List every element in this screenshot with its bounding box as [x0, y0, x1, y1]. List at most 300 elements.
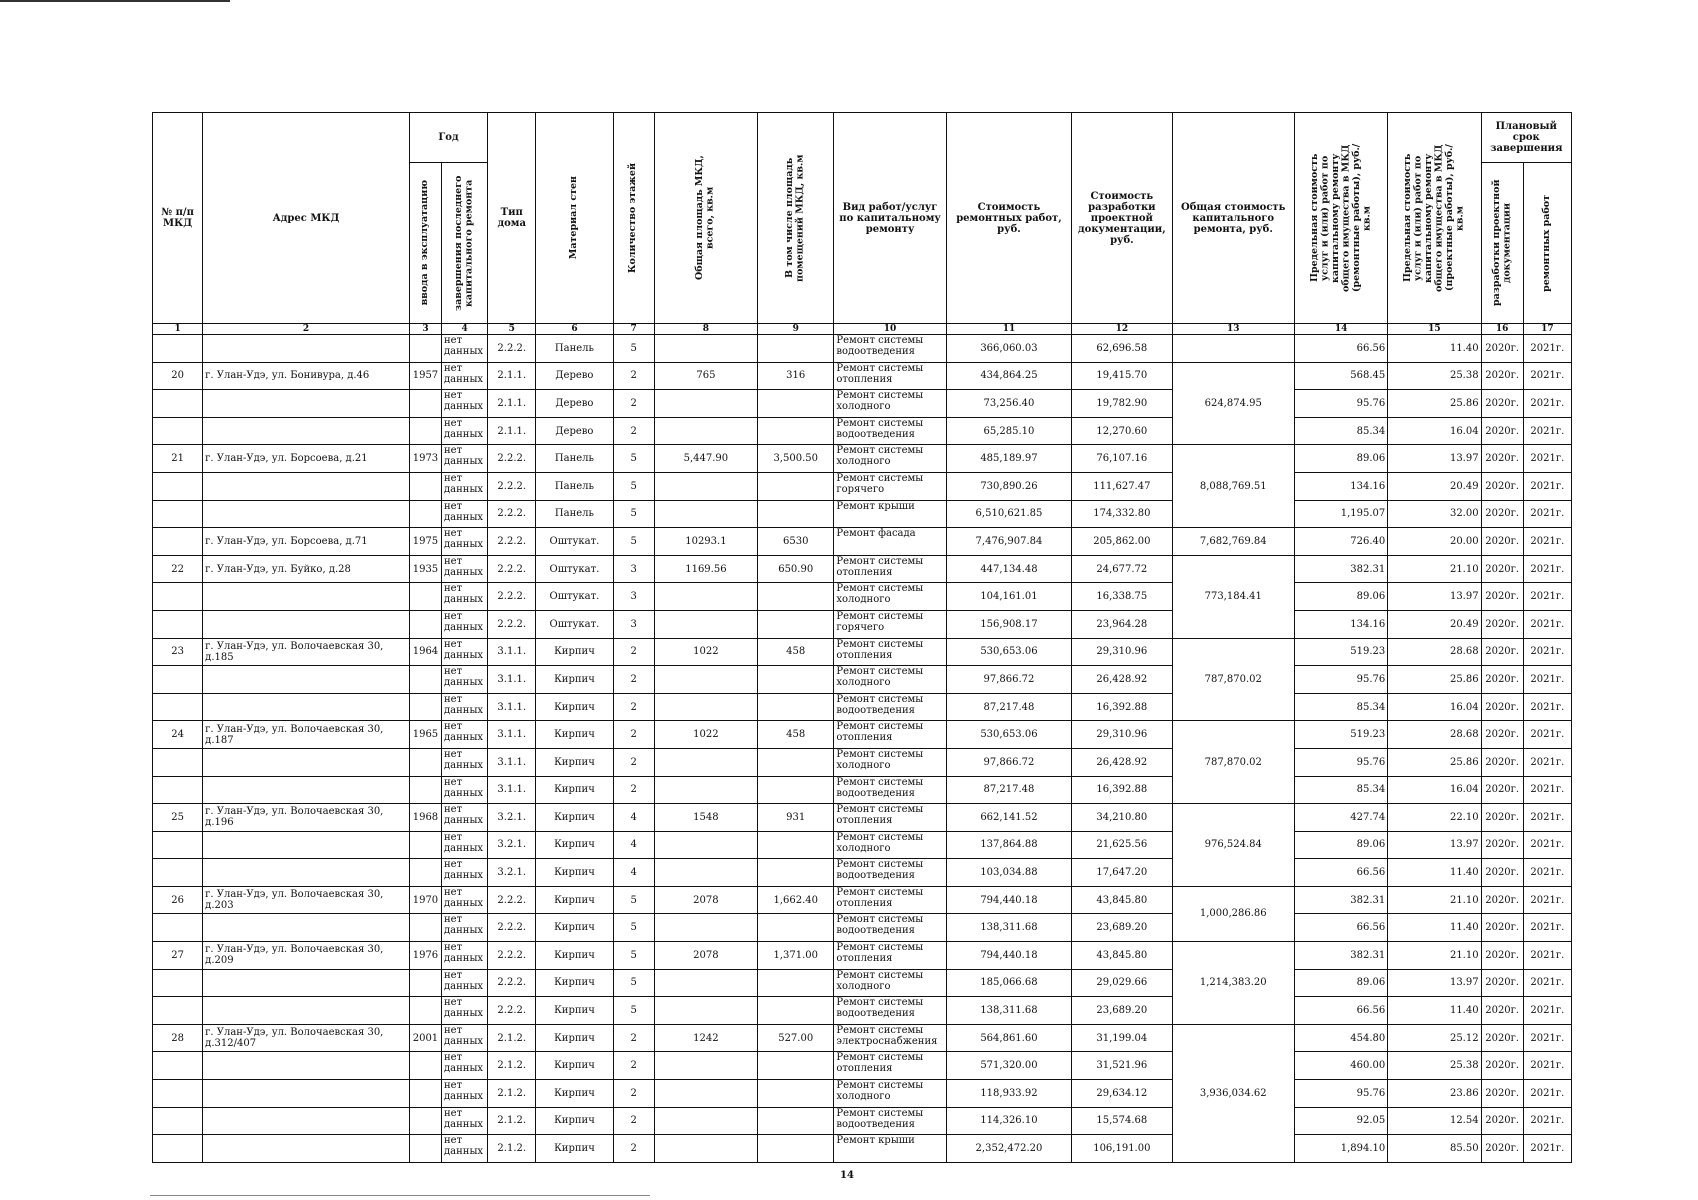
cell-plan-design-year: 2020г.	[1481, 528, 1523, 556]
cell-limit-repair: 95.76	[1294, 666, 1387, 694]
cell-plan-repair-year: 2021г.	[1523, 335, 1571, 363]
cell-limit-repair: 568.45	[1294, 362, 1387, 390]
cell-commissioning-year: 2001	[409, 1024, 441, 1052]
cell-repair-cost: 185,066.68	[946, 969, 1071, 997]
header-design-cost: Стоимость разработки проектной документации, руб.	[1072, 113, 1172, 324]
cell-house-type: 2.2.2.	[488, 942, 536, 970]
cell-address	[203, 693, 410, 721]
cell-design-cost: 16,338.75	[1072, 583, 1172, 611]
cell-row-number: 26	[153, 886, 203, 914]
cell-commissioning-year	[409, 997, 441, 1025]
header-plan-group: Плановый срок завершения	[1481, 113, 1571, 163]
cell-repair-cost: 118,933.92	[946, 1080, 1071, 1108]
cell-limit-repair: 382.31	[1294, 886, 1387, 914]
cell-plan-repair-year: 2021г.	[1523, 831, 1571, 859]
cell-premises-area	[758, 666, 834, 694]
cell-work-type: Ремонт системы водоотведения	[834, 417, 946, 445]
cell-address	[203, 1135, 410, 1163]
cell-house-type: 2.2.2.	[488, 886, 536, 914]
cell-design-cost: 34,210.80	[1072, 804, 1172, 832]
cell-work-type: Ремонт системы холодного	[834, 1080, 946, 1108]
cell-repair-cost: 730,890.26	[946, 472, 1071, 500]
cell-design-cost: 43,845.80	[1072, 942, 1172, 970]
cell-limit-repair: 134.16	[1294, 610, 1387, 638]
cell-house-type: 2.2.2.	[488, 500, 536, 528]
cell-limit-design: 21.10	[1388, 555, 1481, 583]
cell-work-type: Ремонт системы водоотведения	[834, 693, 946, 721]
cell-house-type: 2.2.2.	[488, 555, 536, 583]
header-house-type: Тип дома	[488, 113, 536, 324]
cell-work-type: Ремонт системы водоотведения	[834, 335, 946, 363]
table-row	[153, 914, 1572, 942]
cell-work-type: Ремонт системы отопления	[834, 555, 946, 583]
cell-wall-material: Кирпич	[536, 804, 613, 832]
cell-address	[203, 969, 410, 997]
column-number: 9	[758, 324, 834, 335]
cell-repair-cost: 530,653.06	[946, 721, 1071, 749]
cell-commissioning-year: 1976	[409, 942, 441, 970]
cell-premises-area: 1,371.00	[758, 942, 834, 970]
cell-repair-cost: 97,866.72	[946, 666, 1071, 694]
cell-premises-area	[758, 500, 834, 528]
cell-design-cost: 16,392.88	[1072, 776, 1172, 804]
cell-address: г. Улан-Удэ, ул. Волочаевская 30, д.209	[203, 942, 410, 970]
cell-last-repair-year: нет данных	[442, 390, 488, 418]
header-work-type: Вид работ/услуг по капитальному ремонту	[834, 113, 946, 324]
cell-commissioning-year	[409, 969, 441, 997]
cell-last-repair-year: нет данных	[442, 886, 488, 914]
table-row	[153, 997, 1572, 1025]
cell-house-type: 2.1.1.	[488, 390, 536, 418]
cell-commissioning-year	[409, 914, 441, 942]
cell-design-cost: 17,647.20	[1072, 859, 1172, 887]
header-row	[153, 113, 1572, 163]
cell-premises-area	[758, 390, 834, 418]
cell-floors: 4	[613, 859, 654, 887]
cell-premises-area	[758, 1135, 834, 1163]
cell-commissioning-year: 1975	[409, 528, 441, 556]
header-last-repair-year: завершения последнего капитального ремонта	[442, 163, 488, 324]
cell-last-repair-year: нет данных	[442, 1024, 488, 1052]
table-row	[153, 1080, 1572, 1108]
cell-limit-repair: 454.80	[1294, 1024, 1387, 1052]
cell-design-cost: 19,782.90	[1072, 390, 1172, 418]
cell-limit-repair: 382.31	[1294, 555, 1387, 583]
cell-last-repair-year: нет данных	[442, 831, 488, 859]
cell-work-type: Ремонт системы водоотведения	[834, 1107, 946, 1135]
cell-row-number	[153, 335, 203, 363]
cell-work-type: Ремонт фасада	[834, 528, 946, 556]
cell-house-type: 2.1.1.	[488, 362, 536, 390]
cell-total-cost: 8,088,769.51	[1172, 445, 1294, 528]
cell-repair-cost: 794,440.18	[946, 942, 1071, 970]
cell-plan-repair-year: 2021г.	[1523, 666, 1571, 694]
cell-limit-repair: 134.16	[1294, 472, 1387, 500]
cell-commissioning-year	[409, 610, 441, 638]
cell-floors: 5	[613, 886, 654, 914]
cell-row-number: 23	[153, 638, 203, 666]
cell-repair-cost: 571,320.00	[946, 1052, 1071, 1080]
cell-floors: 2	[613, 748, 654, 776]
cell-plan-repair-year: 2021г.	[1523, 472, 1571, 500]
cell-plan-design-year: 2020г.	[1481, 997, 1523, 1025]
table-row	[153, 638, 1572, 666]
cell-row-number	[153, 528, 203, 556]
cell-row-number: 28	[153, 1024, 203, 1052]
cell-premises-area	[758, 969, 834, 997]
cell-last-repair-year: нет данных	[442, 500, 488, 528]
cell-address	[203, 776, 410, 804]
cell-last-repair-year: нет данных	[442, 942, 488, 970]
cell-house-type: 3.1.1.	[488, 638, 536, 666]
cell-limit-repair: 92.05	[1294, 1107, 1387, 1135]
cell-work-type: Ремонт системы горячего	[834, 472, 946, 500]
cell-premises-area	[758, 1052, 834, 1080]
cell-limit-repair: 95.76	[1294, 390, 1387, 418]
cell-commissioning-year	[409, 472, 441, 500]
cell-total-area	[654, 776, 757, 804]
cell-commissioning-year: 1970	[409, 886, 441, 914]
cell-plan-repair-year: 2021г.	[1523, 997, 1571, 1025]
cell-total-area	[654, 997, 757, 1025]
cell-premises-area	[758, 831, 834, 859]
cell-row-number: 22	[153, 555, 203, 583]
cell-row-number	[153, 666, 203, 694]
cell-wall-material: Кирпич	[536, 693, 613, 721]
cell-last-repair-year: нет данных	[442, 555, 488, 583]
cell-floors: 5	[613, 942, 654, 970]
cell-limit-repair: 66.56	[1294, 335, 1387, 363]
cell-house-type: 3.2.1.	[488, 859, 536, 887]
cell-row-number	[153, 417, 203, 445]
column-number: 13	[1172, 324, 1294, 335]
cell-wall-material: Кирпич	[536, 748, 613, 776]
cell-repair-cost: 434,864.25	[946, 362, 1071, 390]
header-num: № п/п МКД	[153, 113, 203, 324]
cell-address: г. Улан-Удэ, ул. Волочаевская 30, д.312/407	[203, 1024, 410, 1052]
cell-work-type: Ремонт системы отопления	[834, 721, 946, 749]
cell-premises-area: 458	[758, 638, 834, 666]
cell-total-cost: 1,000,286.86	[1172, 886, 1294, 941]
cell-commissioning-year: 1968	[409, 804, 441, 832]
cell-plan-design-year: 2020г.	[1481, 831, 1523, 859]
cell-work-type: Ремонт системы отопления	[834, 886, 946, 914]
cell-premises-area: 6530	[758, 528, 834, 556]
cell-wall-material: Дерево	[536, 417, 613, 445]
cell-floors: 2	[613, 1080, 654, 1108]
table-row	[153, 610, 1572, 638]
cell-plan-repair-year: 2021г.	[1523, 748, 1571, 776]
cell-house-type: 3.1.1.	[488, 666, 536, 694]
cell-repair-cost: 485,189.97	[946, 445, 1071, 473]
cell-address: г. Улан-Удэ, ул. Волочаевская 30, д.187	[203, 721, 410, 749]
cell-limit-design: 13.97	[1388, 445, 1481, 473]
cell-limit-design: 11.40	[1388, 335, 1481, 363]
cell-limit-design: 12.54	[1388, 1107, 1481, 1135]
cell-limit-repair: 427.74	[1294, 804, 1387, 832]
cell-limit-design: 23.86	[1388, 1080, 1481, 1108]
cell-premises-area	[758, 335, 834, 363]
cell-house-type: 2.2.2.	[488, 610, 536, 638]
cell-plan-repair-year: 2021г.	[1523, 500, 1571, 528]
cell-limit-design: 28.68	[1388, 721, 1481, 749]
cell-last-repair-year: нет данных	[442, 528, 488, 556]
cell-work-type: Ремонт системы водоотведения	[834, 914, 946, 942]
scan-artifact-line	[0, 0, 230, 2]
cell-plan-repair-year: 2021г.	[1523, 804, 1571, 832]
table-row	[153, 1052, 1572, 1080]
cell-last-repair-year: нет данных	[442, 417, 488, 445]
cell-address	[203, 1107, 410, 1135]
cell-address: г. Улан-Удэ, ул. Волочаевская 30, д.196	[203, 804, 410, 832]
cell-floors: 3	[613, 555, 654, 583]
table-row	[153, 583, 1572, 611]
cell-last-repair-year: нет данных	[442, 748, 488, 776]
cell-repair-cost: 366,060.03	[946, 335, 1071, 363]
cell-plan-design-year: 2020г.	[1481, 417, 1523, 445]
cell-plan-repair-year: 2021г.	[1523, 886, 1571, 914]
cell-wall-material: Кирпич	[536, 776, 613, 804]
table-row	[153, 942, 1572, 970]
cell-house-type: 2.2.2.	[488, 583, 536, 611]
cell-plan-design-year: 2020г.	[1481, 1107, 1523, 1135]
cell-total-cost: 7,682,769.84	[1172, 528, 1294, 556]
cell-house-type: 3.1.1.	[488, 776, 536, 804]
cell-house-type: 2.2.2.	[488, 472, 536, 500]
cell-design-cost: 43,845.80	[1072, 886, 1172, 914]
cell-limit-design: 25.86	[1388, 748, 1481, 776]
cell-premises-area: 650.90	[758, 555, 834, 583]
cell-design-cost: 76,107.16	[1072, 445, 1172, 473]
header-plan-design: разработки проектной документации	[1481, 163, 1523, 324]
cell-plan-repair-year: 2021г.	[1523, 390, 1571, 418]
cell-plan-repair-year: 2021г.	[1523, 445, 1571, 473]
cell-repair-cost: 138,311.68	[946, 997, 1071, 1025]
cell-work-type: Ремонт системы холодного	[834, 390, 946, 418]
cell-repair-cost: 564,861.60	[946, 1024, 1071, 1052]
cell-last-repair-year: нет данных	[442, 638, 488, 666]
cell-floors: 2	[613, 693, 654, 721]
cell-total-area: 5,447.90	[654, 445, 757, 473]
cell-limit-design: 11.40	[1388, 859, 1481, 887]
cell-premises-area	[758, 1107, 834, 1135]
cell-total-area	[654, 500, 757, 528]
cell-total-cost: 1,214,383.20	[1172, 942, 1294, 1025]
cell-floors: 2	[613, 1024, 654, 1052]
cell-commissioning-year	[409, 500, 441, 528]
cell-address	[203, 472, 410, 500]
cell-floors: 5	[613, 914, 654, 942]
cell-limit-repair: 89.06	[1294, 583, 1387, 611]
column-number: 11	[946, 324, 1071, 335]
table-row	[153, 500, 1572, 528]
cell-last-repair-year: нет данных	[442, 776, 488, 804]
cell-wall-material: Панель	[536, 445, 613, 473]
cell-wall-material: Кирпич	[536, 997, 613, 1025]
cell-design-cost: 26,428.92	[1072, 748, 1172, 776]
cell-limit-repair: 519.23	[1294, 638, 1387, 666]
cell-house-type: 2.2.2.	[488, 997, 536, 1025]
cell-last-repair-year: нет данных	[442, 583, 488, 611]
cell-repair-cost: 137,864.88	[946, 831, 1071, 859]
cell-floors: 2	[613, 776, 654, 804]
table-row	[153, 666, 1572, 694]
cell-plan-design-year: 2020г.	[1481, 335, 1523, 363]
cell-plan-design-year: 2020г.	[1481, 638, 1523, 666]
cell-premises-area	[758, 914, 834, 942]
cell-plan-design-year: 2020г.	[1481, 942, 1523, 970]
table-body	[153, 335, 1572, 1163]
cell-premises-area	[758, 472, 834, 500]
cell-repair-cost: 97,866.72	[946, 748, 1071, 776]
cell-work-type: Ремонт системы холодного	[834, 831, 946, 859]
cell-total-cost: 773,184.41	[1172, 555, 1294, 638]
cell-total-cost: 976,524.84	[1172, 804, 1294, 887]
cell-design-cost: 12,270.60	[1072, 417, 1172, 445]
header-commissioning-year: ввода в эксплуатацию	[409, 163, 441, 324]
cell-premises-area: 3,500.50	[758, 445, 834, 473]
cell-wall-material: Кирпич	[536, 859, 613, 887]
cell-plan-repair-year: 2021г.	[1523, 638, 1571, 666]
cell-plan-repair-year: 2021г.	[1523, 969, 1571, 997]
table-row	[153, 804, 1572, 832]
cell-address	[203, 997, 410, 1025]
cell-limit-design: 13.97	[1388, 969, 1481, 997]
header-limit-design: Предельная стоимость услуг и (или) работ по капитальному ремонту общего имущества в МКД (проектные работы), руб./кв.м	[1388, 113, 1481, 324]
cell-floors: 5	[613, 335, 654, 363]
table-row	[153, 472, 1572, 500]
cell-wall-material: Оштукат.	[536, 583, 613, 611]
cell-limit-repair: 382.31	[1294, 942, 1387, 970]
cell-address	[203, 666, 410, 694]
cell-total-area	[654, 831, 757, 859]
cell-limit-design: 22.10	[1388, 804, 1481, 832]
cell-floors: 5	[613, 528, 654, 556]
cell-design-cost: 23,689.20	[1072, 997, 1172, 1025]
cell-address	[203, 914, 410, 942]
cell-row-number	[153, 693, 203, 721]
column-number: 6	[536, 324, 613, 335]
cell-limit-repair: 1,894.10	[1294, 1135, 1387, 1163]
column-number: 4	[442, 324, 488, 335]
cell-last-repair-year: нет данных	[442, 445, 488, 473]
cell-design-cost: 26,428.92	[1072, 666, 1172, 694]
cell-commissioning-year: 1957	[409, 362, 441, 390]
cell-premises-area	[758, 583, 834, 611]
cell-premises-area: 1,662.40	[758, 886, 834, 914]
cell-limit-design: 13.97	[1388, 583, 1481, 611]
cell-repair-cost: 103,034.88	[946, 859, 1071, 887]
cell-work-type: Ремонт системы отопления	[834, 942, 946, 970]
cell-row-number	[153, 969, 203, 997]
cell-row-number	[153, 914, 203, 942]
cell-limit-design: 11.40	[1388, 997, 1481, 1025]
cell-commissioning-year	[409, 859, 441, 887]
cell-row-number: 20	[153, 362, 203, 390]
cell-address	[203, 417, 410, 445]
cell-premises-area	[758, 997, 834, 1025]
cell-row-number: 27	[153, 942, 203, 970]
cell-house-type: 2.1.1.	[488, 417, 536, 445]
cell-commissioning-year	[409, 583, 441, 611]
cell-premises-area: 931	[758, 804, 834, 832]
cell-work-type: Ремонт системы водоотведения	[834, 776, 946, 804]
cell-wall-material: Дерево	[536, 362, 613, 390]
cell-limit-design: 28.68	[1388, 638, 1481, 666]
cell-plan-design-year: 2020г.	[1481, 859, 1523, 887]
cell-floors: 2	[613, 362, 654, 390]
cell-commissioning-year	[409, 776, 441, 804]
cell-total-area: 1242	[654, 1024, 757, 1052]
cell-wall-material: Кирпич	[536, 721, 613, 749]
cell-floors: 2	[613, 1107, 654, 1135]
cell-row-number	[153, 500, 203, 528]
cell-premises-area	[758, 776, 834, 804]
cell-design-cost: 24,677.72	[1072, 555, 1172, 583]
cell-plan-repair-year: 2021г.	[1523, 693, 1571, 721]
cell-address	[203, 831, 410, 859]
cell-wall-material: Кирпич	[536, 666, 613, 694]
cell-limit-repair: 726.40	[1294, 528, 1387, 556]
table-row	[153, 859, 1572, 887]
cell-work-type: Ремонт крыши	[834, 1135, 946, 1163]
cell-floors: 4	[613, 804, 654, 832]
cell-row-number	[153, 1052, 203, 1080]
cell-total-area	[654, 1135, 757, 1163]
cell-total-area	[654, 748, 757, 776]
header-repair-cost: Стоимость ремонтных работ, руб.	[946, 113, 1071, 324]
cell-plan-design-year: 2020г.	[1481, 445, 1523, 473]
cell-floors: 5	[613, 472, 654, 500]
cell-wall-material: Кирпич	[536, 831, 613, 859]
cell-row-number	[153, 472, 203, 500]
cell-commissioning-year	[409, 666, 441, 694]
cell-row-number: 25	[153, 804, 203, 832]
cell-premises-area	[758, 859, 834, 887]
cell-premises-area	[758, 417, 834, 445]
cell-commissioning-year	[409, 1135, 441, 1163]
cell-total-area	[654, 472, 757, 500]
cell-limit-repair: 89.06	[1294, 831, 1387, 859]
table-row	[153, 776, 1572, 804]
cell-wall-material: Кирпич	[536, 1052, 613, 1080]
cell-plan-design-year: 2020г.	[1481, 748, 1523, 776]
table-row	[153, 445, 1572, 473]
cell-repair-cost: 447,134.48	[946, 555, 1071, 583]
cell-address: г. Улан-Удэ, ул. Буйко, д.28	[203, 555, 410, 583]
cell-row-number	[153, 1107, 203, 1135]
table-row	[153, 362, 1572, 390]
cell-commissioning-year	[409, 748, 441, 776]
column-number: 12	[1072, 324, 1172, 335]
cell-wall-material: Дерево	[536, 390, 613, 418]
cell-total-area: 1022	[654, 638, 757, 666]
cell-plan-design-year: 2020г.	[1481, 804, 1523, 832]
cell-limit-repair: 85.34	[1294, 776, 1387, 804]
cell-repair-cost: 156,908.17	[946, 610, 1071, 638]
cell-repair-cost: 794,440.18	[946, 886, 1071, 914]
cell-plan-repair-year: 2021г.	[1523, 914, 1571, 942]
cell-last-repair-year: нет данных	[442, 693, 488, 721]
cell-design-cost: 19,415.70	[1072, 362, 1172, 390]
cell-total-cost: 3,936,034.62	[1172, 1024, 1294, 1162]
cell-house-type: 3.1.1.	[488, 721, 536, 749]
cell-house-type: 2.1.2.	[488, 1107, 536, 1135]
cell-repair-cost: 138,311.68	[946, 914, 1071, 942]
cell-address: г. Улан-Удэ, ул. Борсоева, д.71	[203, 528, 410, 556]
cell-floors: 5	[613, 969, 654, 997]
cell-address: г. Улан-Удэ, ул. Волочаевская 30, д.203	[203, 886, 410, 914]
